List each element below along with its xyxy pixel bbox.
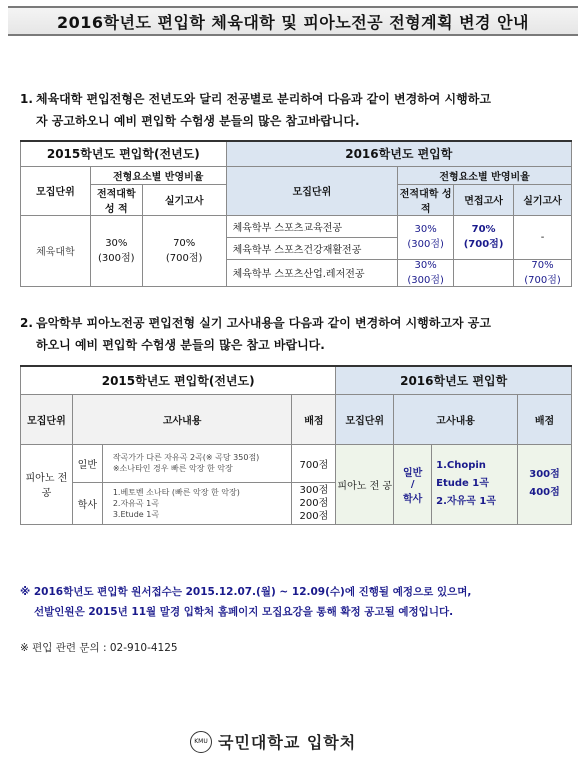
contact-note: ※ 편입 관련 문의 : 02-910-4125 <box>20 642 178 654</box>
t1-row-unit: 체육학부 스포츠교육전공 <box>226 215 398 237</box>
t1-new-unit-label: 모집단위 <box>226 166 398 215</box>
t2-new-col-score: 배점 <box>518 394 572 444</box>
t1-g2-prev-pct: 30% <box>414 259 437 271</box>
t2-bachelor-line2: 2.자유곡 1곡 <box>112 498 159 508</box>
t2-old-header: 2015학년도 편입학(전년도) <box>21 366 336 394</box>
t1-old-skill <box>142 215 226 286</box>
t2-bachelor-content <box>102 482 292 524</box>
t2-general-content <box>102 444 292 482</box>
section2-paragraph <box>20 312 572 356</box>
t1-g1-interview-pct: 70% <box>471 224 496 235</box>
t2-new-score2: 400점 <box>529 487 560 498</box>
t1-old-col-prev: 전적대학 성 적 <box>90 184 142 215</box>
notice-line2: 선발인원은 2015년 11월 말경 입학처 홈페이지 모집요강을 통해 확정 공고될 예정입니다. <box>34 606 454 618</box>
t1-g1-prev <box>398 215 454 259</box>
t1-g1-skill: - <box>514 215 572 259</box>
physical-education-table <box>20 140 572 287</box>
page-title: 2016학년도 편입학 체육대학 및 피아노전공 전형계획 변경 안내 <box>57 12 529 32</box>
t1-new-ratio-label: 전형요소별 반영비율 <box>398 166 572 184</box>
t1-old-unit-label: 모집단위 <box>21 166 91 215</box>
t2-bachelor-line3: 3.Etude 1곡 <box>112 509 160 519</box>
t1-g2-skill-pct: 70% <box>531 259 554 271</box>
t2-general-line2: ※소나타인 경우 빠른 악장 한 악장 <box>112 464 233 473</box>
t2-new-score <box>518 444 572 524</box>
section1-num: 1. <box>20 92 33 106</box>
t2-col-content: 고사내용 <box>72 394 292 444</box>
t2-bachelor-line1: 1.베토벤 소나타 (빠른 악장 한 악장) <box>112 487 240 497</box>
t2-general-line1: 작곡가가 다른 자유곡 2곡(※ 곡당 350점) <box>112 453 260 462</box>
t1-row-unit: 체육학부 스포츠산업.레저전공 <box>226 259 398 286</box>
section2-line1: 음악학부 피아노전공 편입전형 실기 고사내용을 다음과 같이 변경하여 시행하고자 공고 <box>36 316 491 330</box>
t1-g2-prev <box>398 259 454 286</box>
t1-g1-interview <box>454 215 514 259</box>
t1-g2-prev-pts: (300점) <box>407 274 444 286</box>
section1-line1: 체육대학 편입전형은 전년도와 달리 전공별로 분리하여 다음과 같이 변경하여 시행하고 <box>36 92 491 106</box>
t1-new-col-interview: 면접고사 <box>454 184 514 215</box>
section1-line2: 자 공고하오니 예비 편입학 수험생 분들의 많은 참고바랍니다. <box>36 114 360 128</box>
t1-old-prev-pct: 30% <box>105 237 128 249</box>
t1-new-col-skill: 실기고사 <box>514 184 572 215</box>
title-bar <box>8 6 578 36</box>
t1-old-ratio-label: 전형요소별 반영비율 <box>90 166 226 184</box>
t2-general-label: 일반 <box>72 444 102 482</box>
t1-old-skill-pct: 70% <box>173 237 196 249</box>
t2-col-unit: 모집단위 <box>21 394 73 444</box>
t2-new-content <box>432 444 518 524</box>
t1-old-prev-pts: (300점) <box>98 252 135 264</box>
t2-bachelor-score2: 200점 <box>299 497 329 509</box>
t2-bachelor-label: 학사 <box>72 482 102 524</box>
t2-new-label <box>394 444 432 524</box>
t2-new-label1: 일반 <box>402 467 423 479</box>
application-notice <box>20 582 572 622</box>
t1-g2-skill <box>514 259 572 286</box>
piano-table <box>20 365 572 525</box>
t2-new-col-content: 고사내용 <box>394 394 518 444</box>
t1-old-col-skill: 실기고사 <box>142 184 226 215</box>
t1-g2-skill-pts: (700점) <box>524 274 561 286</box>
t2-general-score: 700점 <box>292 444 336 482</box>
t2-new-score1: 300점 <box>529 469 560 480</box>
t1-old-unit: 체육대학 <box>21 215 91 286</box>
t1-old-skill-pts: (700점) <box>165 252 203 264</box>
university-seal-icon: KMU <box>190 731 212 753</box>
t1-new-header: 2016학년도 편입학 <box>226 141 571 166</box>
section1-paragraph <box>20 88 572 132</box>
t1-row-unit: 체육학부 스포츠건강재활전공 <box>226 237 398 259</box>
section2-line2: 하오니 예비 편입학 수험생 분들의 많은 참고 바랍니다. <box>36 338 325 352</box>
t1-g1-interview-pts: (700점) <box>463 239 504 250</box>
t2-new-header: 2016학년도 편입학 <box>336 366 572 394</box>
t2-new-label2: / <box>410 478 415 490</box>
t2-bachelor-score3: 200점 <box>299 510 329 522</box>
footer-text: 국민대학교 입학처 <box>218 733 357 752</box>
t2-bachelor-score <box>292 482 336 524</box>
t2-new-item2: 2.자유곡 1곡 <box>436 496 496 507</box>
notice-line1: ※ 2016학년도 편입학 원서접수는 2015.12.07.(월) ~ 12.09(수)에 진행될 예정으로 있으며, <box>20 586 472 598</box>
t1-old-prev <box>90 215 142 286</box>
t2-col-score: 배점 <box>292 394 336 444</box>
t2-new-label3: 학사 <box>402 493 423 505</box>
footer <box>190 730 356 753</box>
t1-g1-prev-pts: (300점) <box>407 239 444 250</box>
t2-new-col-unit: 모집단위 <box>336 394 394 444</box>
section2-num: 2. <box>20 316 33 330</box>
t2-old-unit: 피아노 전 공 <box>21 444 73 524</box>
t2-new-item1: 1.Chopin Etude 1곡 <box>436 460 489 489</box>
t2-new-unit: 피아노 전 공 <box>336 444 394 524</box>
t1-g1-prev-pct: 30% <box>414 224 437 235</box>
t1-g2-interview <box>454 259 514 286</box>
t2-bachelor-score1: 300점 <box>299 484 329 496</box>
t1-old-header: 2015학년도 편입학(전년도) <box>21 141 227 166</box>
t1-new-col-prev: 전적대학 성 적 <box>398 184 454 215</box>
